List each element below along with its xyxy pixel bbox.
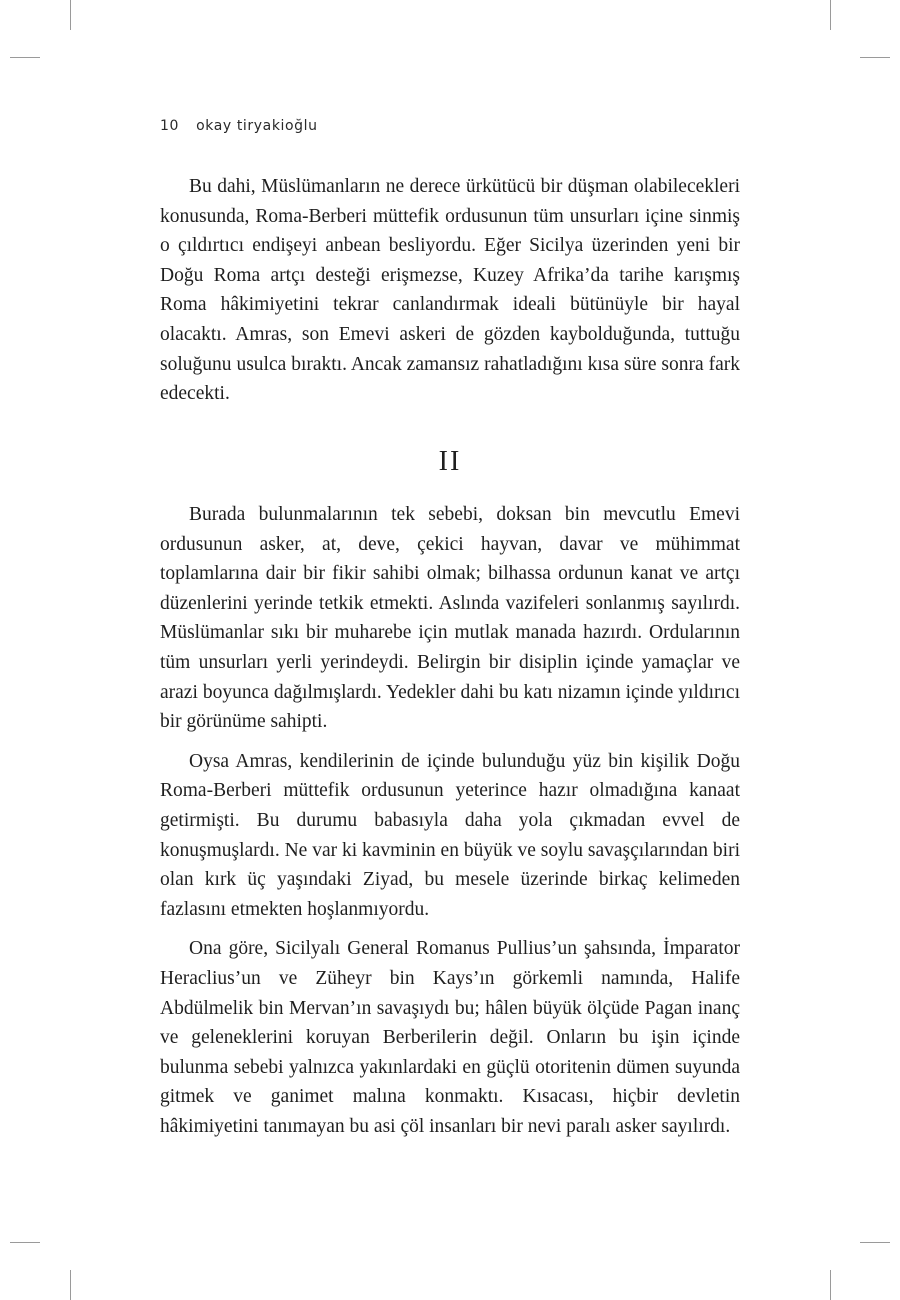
paragraph: Ona göre, Sicilyalı General Romanus Pullius’un şahsında, İmparator Heraclius’un ve Züheyr bin Kays’ın görkemli namında, Halife Abdülmelik bin Mervan’ın savaşıydı bu; hâlen büyük ölçüde Pagan inanç ve geleneklerini koruyan Berberilerin değil. Onların bu işin içinde bulunma sebebi yalnızca yakınlardaki en güçlü otoritenin dümen suyunda gitmek ve ganimet malına konmaktı. Kısacası, hiçbir devletin hâkimiyetini tanımayan bu asi çöl insanları bir nevi paralı asker sayılırdı. xyxy=(160,938,740,1137)
crop-mark xyxy=(830,1270,831,1300)
crop-mark xyxy=(830,0,831,30)
running-head xyxy=(160,118,318,134)
crop-mark xyxy=(10,1242,40,1243)
paragraph: Burada bulunmalarının tek sebebi, doksan bin mevcutlu Emevi ordusunun asker, at, deve, çekici hayvan, davar ve mühimmat toplamlarına dair bir fikir sahibi olmak; bilhassa ordunun kanat ve artçı düzenlerini yerinde tetkik etmekti. Aslında vazifeleri sonlanmış sayılırdı. Müslümanlar sıkı bir muharebe için mutlak manada hazırdı. Ordularının tüm unsurları yerli yerindeydi. Belirgin bir disiplin içinde yamaçlar ve arazi boyunca dağılmışlardı. Yedekler dahi bu katı nizamın içinde yıldırıcı bir görünüme sahipti. xyxy=(160,504,740,733)
crop-mark xyxy=(10,57,40,58)
crop-mark xyxy=(70,1270,71,1300)
paragraph: Oysa Amras, kendilerinin de içinde bulunduğu yüz bin kişilik Doğu Roma-Berberi müttefik ordusunun yeterince hazır olmadığına kanaat getirmişti. Bu durumu babasıyla daha yola çıkmadan evvel de konuşmuşlardı. Ne var ki kavminin en büyük ve soylu savaşçılarından biri olan kırk üç yaşındaki Ziyad, bu mesele üzerinde birkaç kelimeden fazlasını etmekten hoşlanmıyordu. xyxy=(160,750,741,920)
author-name: okay tiryakioğlu xyxy=(196,118,318,134)
crop-mark xyxy=(860,57,890,58)
crop-mark xyxy=(70,0,71,30)
section-1-text xyxy=(160,172,740,419)
section-2-text xyxy=(160,500,740,1151)
page-number: 10 xyxy=(160,118,180,134)
crop-mark xyxy=(860,1242,890,1243)
section-heading: II xyxy=(438,446,462,477)
paragraph: Bu dahi, Müslümanların ne derece ürkütücü bir düşman olabilecekleri konusunda, Roma-Berberi müttefik ordusunun tüm unsurları içine sinmiş o çıldırtıcı endişeyi anbean besliyordu. Eğer Sicilya üzerinden yeni bir Doğu Roma artçı desteği erişmezse, Kuzey Afrika’da tarihe karışmış Roma hâkimiyetini tekrar canlandırmak ideali bütünüyle bir hayal olacaktı. Amras, son Emevi askeri de gözden kaybolduğunda, tuttuğu soluğunu usulca bıraktı. Ancak zamansız rahatladığını kısa süre sonra fark edecekti. xyxy=(160,176,740,405)
